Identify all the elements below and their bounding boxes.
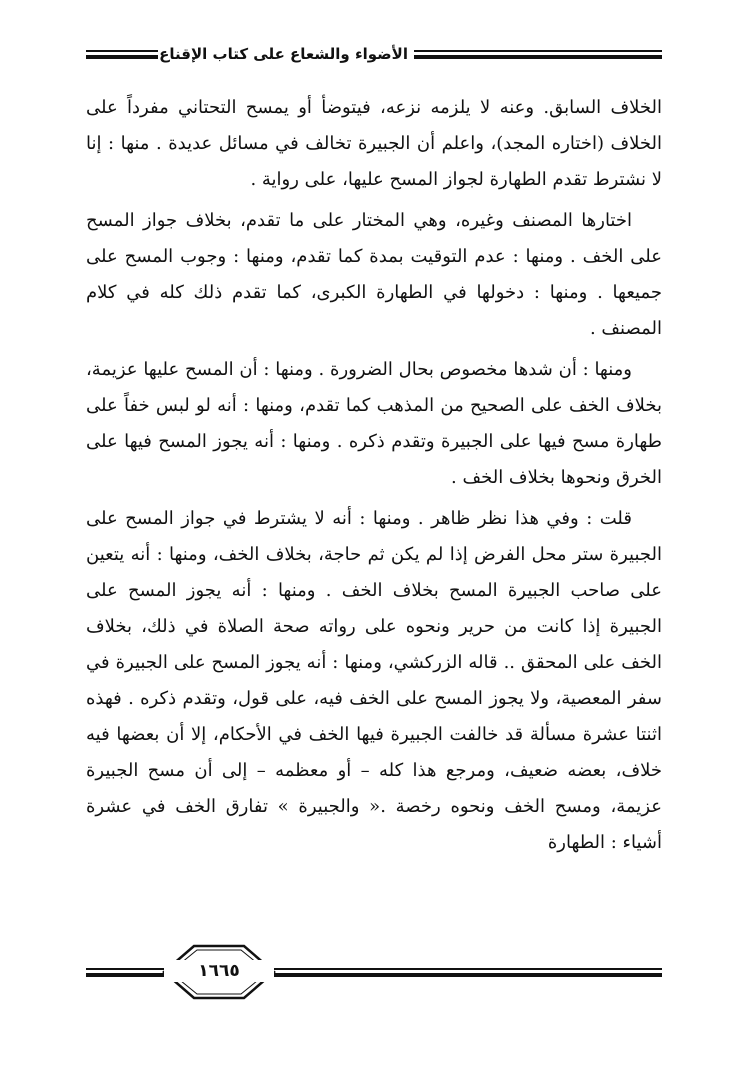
- paragraph-1: الخلاف السابق. وعنه لا يلزمه نزعه، فيتوضأ أو يمسح التحتاني مفرداً على الخلاف (اختاره المجد)، واعلم أن الجبيرة تخالف في مسائل عديدة . منها : إنا لا نشترط تقدم الطهارة لجواز المسح عليها، على رواية .: [86, 97, 662, 190]
- paragraph-3: ومنها : أن شدها مخصوص بحال الضرورة . ومنها : أن المسح عليها عزيمة، بخلاف الخف على الصحيح من المذهب كما تقدم، ومنها : أنه لو لبس خفاً على طهارة مسح فيها على الجبيرة وتقدم ذكره . ومنها : أنه يجوز المسح فيها على الخرق ونحوها بخلاف الخف .: [86, 359, 662, 488]
- book-title: الأضواء والشعاع على كتاب الإقناع: [159, 45, 408, 63]
- header-rule-left: [86, 50, 158, 59]
- paragraph-2: اختارها المصنف وغيره، وهي المختار على ما تقدم، بخلاف جواز المسح على الخف . ومنها : عدم التوقيت بمدة كما تقدم، ومنها : وجوب المسح على جميعها . ومنها : دخولها في الطهارة الكبرى، كما تقدم ذلك كله في كلام المصنف .: [86, 210, 662, 339]
- paragraph-4: قلت : وفي هذا نظر ظاهر . ومنها : أنه لا يشترط في جواز المسح على الجبيرة ستر محل الفرض إذا لم يكن ثم حاجة، بخلاف الخف، ومنها : أنه يتعين على صاحب الجبيرة المسح بخلاف الخف . ومنها : أنه يجوز المسح على الجبيرة إذا كانت من حرير ونحوه على رواته صحة الصلاة في ذلك، بخلاف الخف على المحقق .. قاله الزركشي، ومنها : أنه يجوز المسح على الجبيرة في سفر المعصية، ولا يجوز المسح على الخف فيه، على قول، وتقدم ذكره . فهذه اثنتا عشرة مسألة قد خالفت الجبيرة فيها الخف في الأحكام، إلا أن بعضها فيه خلاف، بعضه ضعيف، ومرجع هذا كله – أو معظمه – إلى أن مسح الجبيرة عزيمة، ومسح الخف ونحوه رخصة .« والجبيرة » تفارق الخف في عشرة أشياء : الطهارة: [86, 508, 662, 853]
- running-header: [86, 40, 662, 70]
- page-number: ١٦٦٥: [164, 960, 274, 982]
- header-rule-right: [414, 50, 662, 59]
- page-footer: [86, 940, 662, 1000]
- page-body: [86, 90, 662, 861]
